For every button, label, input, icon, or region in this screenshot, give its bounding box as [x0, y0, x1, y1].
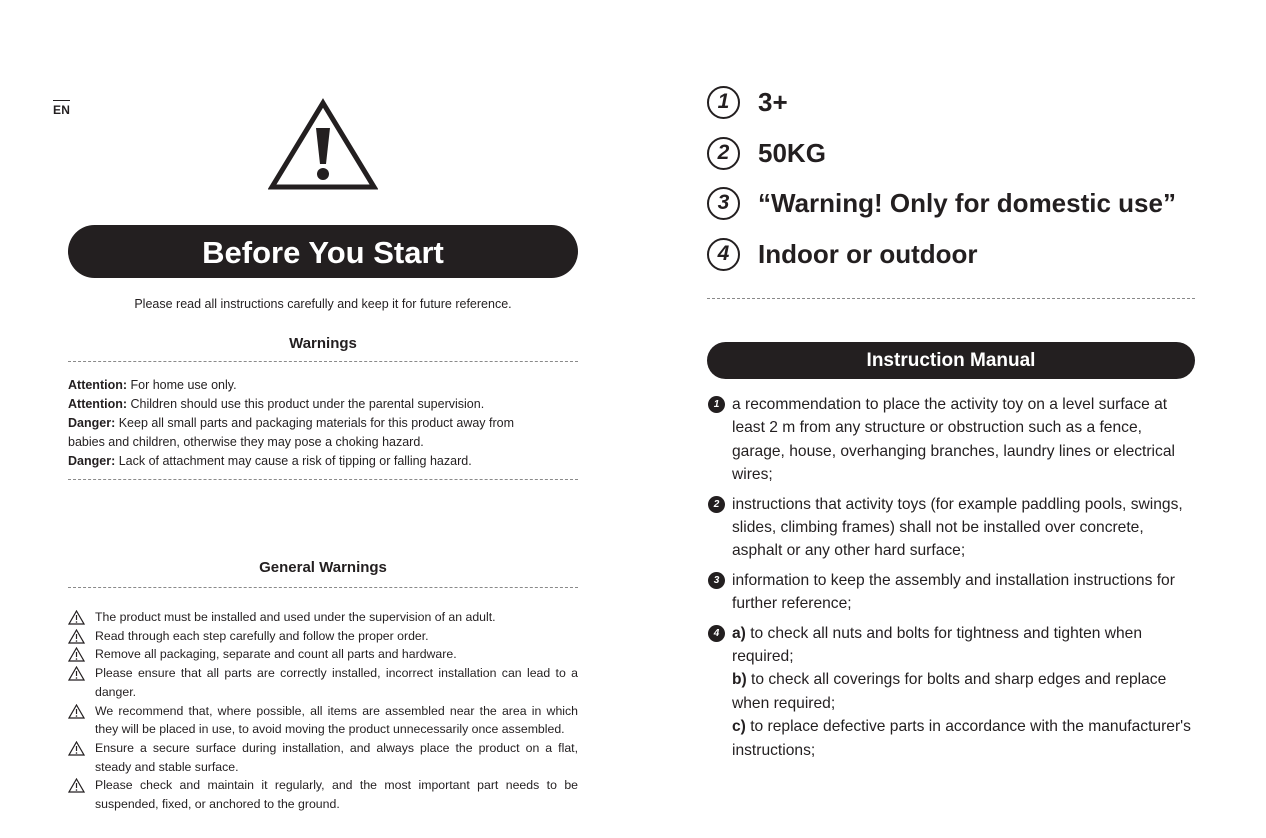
spec-text: 50KG [758, 137, 826, 168]
list-item: 3 information to keep the assembly and installation instructions for further reference; [707, 569, 1197, 616]
page-title: Before You Start [68, 225, 578, 278]
divider [707, 298, 1195, 299]
number-circle: 1 [707, 86, 740, 119]
list-item: Read through each step carefully and follow the proper order. [68, 627, 578, 646]
number-bullet: 2 [708, 496, 725, 513]
warning-triangle-icon [68, 704, 85, 719]
warning-line: Attention: For home use only. [68, 378, 237, 392]
warning-line: Danger: Keep all small parts and packaging materials for this product away from babies and children, otherwise they may pose a choking hazard. [68, 416, 515, 449]
list-item: Ensure a secure surface during installation, and always place the product on a flat, steady and stable surface. [68, 739, 578, 776]
list-item: Please ensure that all parts are correctly installed, incorrect installation can lead to a danger. [68, 664, 578, 701]
spec-text: Indoor or outdoor [758, 238, 978, 269]
sub-item: a) to check all nuts and bolts for tightness and tighten when required; [732, 624, 1143, 666]
warning-triangle-icon [68, 629, 85, 644]
spec-item [707, 184, 1176, 222]
language-code: EN [53, 100, 70, 117]
list-item: 2 instructions that activity toys (for example paddling pools, swings, slides, climbing frames) shall not be installed over concrete, asphalt or any other hard surface; [707, 493, 1197, 563]
warning-triangle-icon [68, 778, 85, 793]
spec-text: “Warning! Only for domestic use” [758, 187, 1176, 218]
warnings-heading: Warnings [289, 335, 357, 352]
number-circle: 4 [707, 238, 740, 271]
spec-item [707, 235, 978, 273]
list-item: The product must be installed and used under the supervision of an adult. [68, 608, 578, 627]
list-item: Remove all packaging, separate and count all parts and hardware. [68, 645, 578, 664]
list-item [707, 622, 1197, 762]
number-circle: 3 [707, 187, 740, 220]
sub-item: b) to check all coverings for bolts and sharp edges and replace when required; [732, 671, 1167, 712]
warning-triangle-icon [68, 741, 85, 756]
number-bullet: 4 [708, 625, 725, 642]
instruction-list [707, 393, 1197, 768]
intro-text: Please read all instructions carefully and keep it for future reference. [134, 297, 512, 311]
list-item: Please check and maintain it regularly, and the most important part needs to be suspended, fixed, or anchored to the ground. [68, 776, 578, 813]
warning-triangle-icon [68, 647, 85, 662]
instruction-manual-heading: Instruction Manual [707, 342, 1195, 379]
warning-line: Danger: Lack of attachment may cause a risk of tipping or falling hazard. [68, 454, 472, 468]
general-warnings-list [68, 608, 578, 814]
list-item: 1 a recommendation to place the activity toy on a level surface at least 2 m from any structure or obstruction such as a fence, garage, house, overhanging branches, laundry lines or electrical wires; [707, 393, 1197, 487]
number-circle: 2 [707, 137, 740, 170]
general-warnings-heading: General Warnings [259, 559, 387, 576]
spec-item [707, 134, 826, 172]
number-bullet: 1 [708, 396, 725, 413]
warnings-list [68, 376, 548, 471]
warning-triangle-icon [68, 666, 85, 681]
number-bullet: 3 [708, 572, 725, 589]
divider [68, 587, 578, 588]
sub-item: c) to replace defective parts in accordance with the manufacturer's instructions; [732, 718, 1191, 759]
warning-triangle-icon [268, 98, 378, 192]
spec-text: 3+ [758, 86, 788, 117]
warning-line: Attention: Children should use this product under the parental supervision. [68, 397, 485, 411]
divider [68, 479, 578, 480]
list-item: We recommend that, where possible, all items are assembled near the area in which they will be placed in use, to avoid moving the product unnecessarily once assembled. [68, 702, 578, 739]
spec-item [707, 83, 788, 121]
divider [68, 361, 578, 362]
warning-triangle-icon [68, 610, 85, 625]
